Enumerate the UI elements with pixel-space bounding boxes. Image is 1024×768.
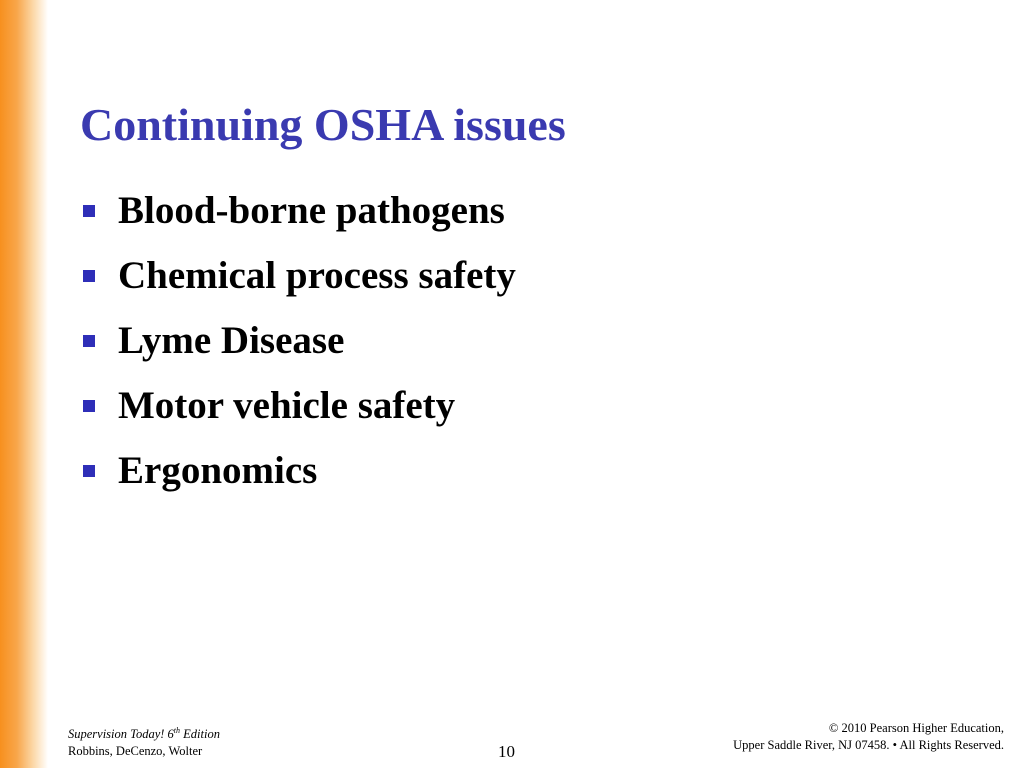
bullet-text: Motor vehicle safety xyxy=(118,384,456,427)
bullet-item xyxy=(80,373,516,438)
square-bullet-icon xyxy=(83,205,95,217)
bullet-item xyxy=(80,308,516,373)
bullet-text: Ergonomics xyxy=(118,449,318,492)
bullet-text: Chemical process safety xyxy=(118,254,516,297)
square-bullet-icon xyxy=(83,270,95,282)
bullet-list xyxy=(80,178,516,503)
footer-copyright xyxy=(733,720,1004,754)
bullet-item xyxy=(80,243,516,308)
footer-book-info xyxy=(68,722,220,760)
bullet-text: Blood-borne pathogens xyxy=(118,189,505,232)
bullet-item xyxy=(80,178,516,243)
footer-authors: Robbins, DeCenzo, Wolter xyxy=(68,744,203,759)
square-bullet-icon xyxy=(83,465,95,477)
copyright-line-1: © 2010 Pearson Higher Education, xyxy=(828,721,1004,735)
copyright-line-2: Upper Saddle River, NJ 07458. • All Rights Reserved. xyxy=(733,738,1004,752)
footer-book-title: Supervision Today! 6th Edition xyxy=(68,726,220,742)
slide-title: Continuing OSHA issues xyxy=(80,99,566,150)
bullet-text: Lyme Disease xyxy=(118,319,345,362)
decorative-side-stripe xyxy=(0,0,48,768)
square-bullet-icon xyxy=(83,335,95,347)
page-number: 10 xyxy=(498,742,515,761)
square-bullet-icon xyxy=(83,400,95,412)
bullet-item xyxy=(80,438,516,503)
